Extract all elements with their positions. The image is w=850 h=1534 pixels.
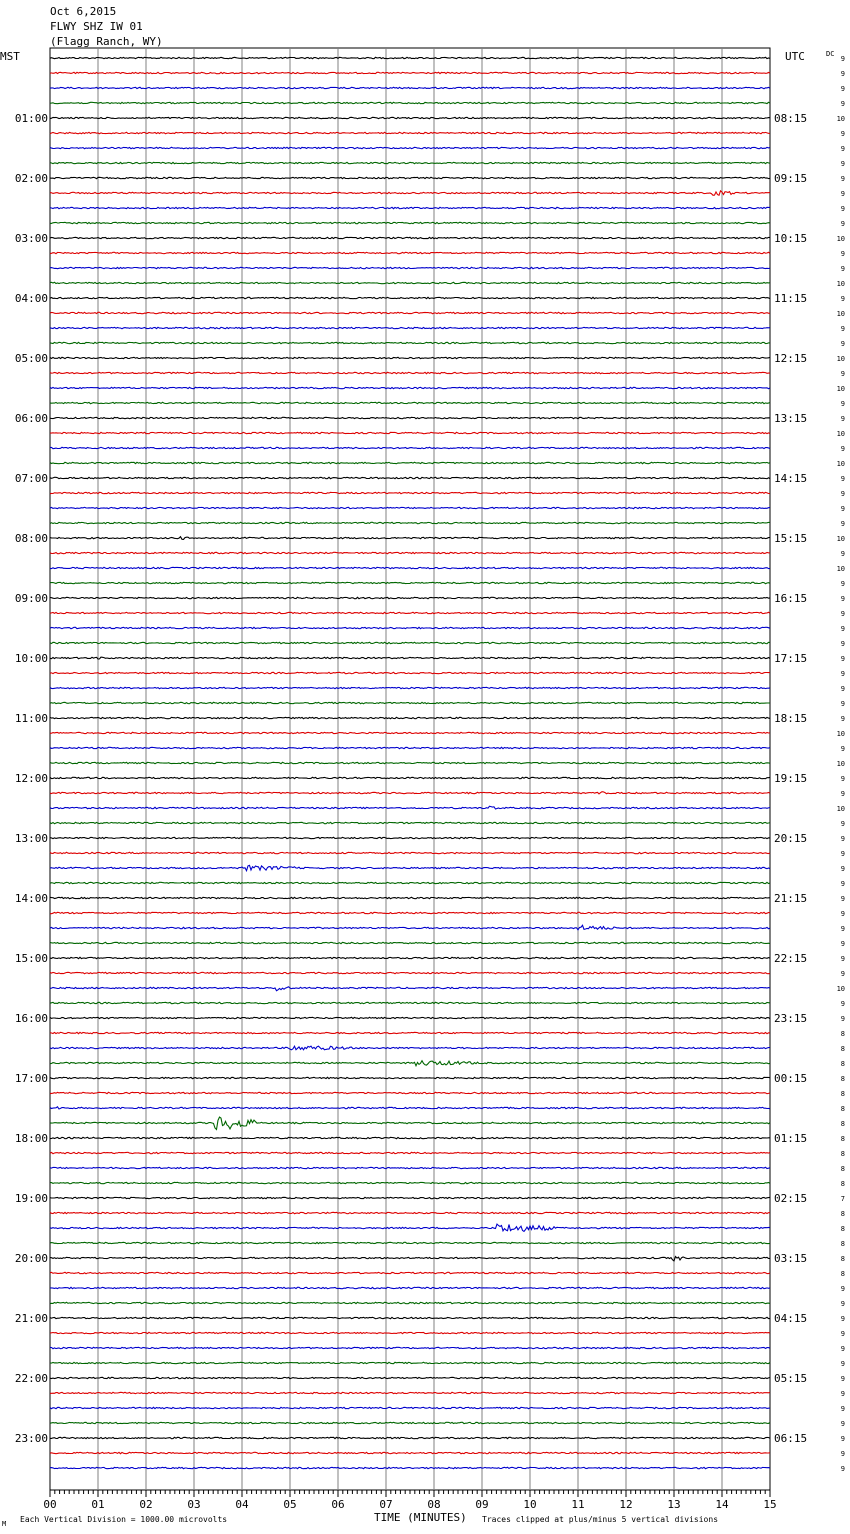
seismic-trace: [50, 837, 770, 838]
seismic-trace: [50, 1107, 770, 1109]
dc-offset-value: 9: [840, 865, 845, 873]
seismic-trace: [50, 897, 770, 898]
dc-offset-value: 8: [840, 1255, 845, 1263]
seismic-trace: [50, 1392, 770, 1393]
seismic-trace: [50, 1437, 770, 1438]
dc-offset-value: 9: [840, 85, 845, 93]
dc-offset-value: 10: [836, 760, 845, 768]
utc-hour-label: 02:15: [774, 1192, 808, 1205]
dc-offset-value: 9: [840, 670, 845, 678]
utc-hour-label: 13:15: [774, 412, 808, 425]
x-tick-label: 14: [715, 1498, 729, 1511]
dc-offset-value: 10: [836, 385, 845, 393]
dc-offset-value: 8: [840, 1225, 845, 1233]
dc-offset-value: 10: [836, 280, 845, 288]
x-tick-label: 05: [283, 1498, 297, 1511]
dc-offset-value: 9: [840, 880, 845, 888]
dc-offset-value: 10: [836, 985, 845, 993]
seismic-trace: [50, 1272, 770, 1273]
seismic-trace: [50, 1061, 770, 1066]
dc-offset-value: 9: [840, 70, 845, 78]
seismic-trace: [50, 852, 770, 853]
dc-offset-value: 9: [840, 220, 845, 228]
x-tick-label: 07: [379, 1498, 393, 1511]
seismic-trace: [50, 702, 770, 703]
seismic-trace: [50, 822, 770, 823]
seismic-trace: [50, 72, 770, 73]
dc-offset-value: 9: [840, 955, 845, 963]
seismic-trace: [50, 1224, 770, 1231]
seismic-trace: [50, 942, 770, 943]
seismic-trace: [50, 1302, 770, 1303]
seismic-trace: [50, 1117, 770, 1129]
dc-offset-value: 9: [840, 1345, 845, 1353]
dc-offset-value: 10: [836, 430, 845, 438]
dc-offset-value: 8: [840, 1210, 845, 1218]
seismic-trace: [50, 1046, 770, 1050]
seismic-trace: [50, 762, 770, 763]
dc-offset-value: 9: [840, 595, 845, 603]
dc-offset-value: 10: [836, 565, 845, 573]
mst-hour-label: 18:00: [14, 1132, 48, 1145]
seismic-trace: [50, 1257, 770, 1261]
seismic-trace: [50, 237, 770, 238]
utc-hour-label: 00:15: [774, 1072, 808, 1085]
mst-hour-label: 10:00: [14, 652, 48, 665]
mst-hour-label: 23:00: [14, 1432, 48, 1445]
seismic-trace: [50, 672, 770, 673]
dc-offset-value: 9: [840, 505, 845, 513]
utc-hour-label: 08:15: [774, 112, 808, 125]
utc-hour-label: 21:15: [774, 892, 808, 905]
mst-hour-label: 14:00: [14, 892, 48, 905]
seismic-trace: [50, 252, 770, 253]
scale-note: Each Vertical Division = 1000.00 microvolts: [20, 1515, 228, 1524]
utc-hour-label: 12:15: [774, 352, 808, 365]
dc-offset-value: 9: [840, 145, 845, 153]
seismic-trace: [50, 552, 770, 553]
mst-hour-label: 15:00: [14, 952, 48, 965]
mst-hour-label: 05:00: [14, 352, 48, 365]
seismic-trace: [50, 191, 770, 196]
seismic-trace: [50, 87, 770, 88]
dc-offset-value: 8: [840, 1120, 845, 1128]
mst-hour-label: 22:00: [14, 1372, 48, 1385]
utc-hour-label: 14:15: [774, 472, 808, 485]
dc-offset-value: 8: [840, 1075, 845, 1083]
x-axis-title: TIME (MINUTES): [374, 1511, 467, 1524]
mst-axis-title: MST: [0, 50, 20, 63]
utc-hour-label: 19:15: [774, 772, 808, 785]
utc-hour-label: 03:15: [774, 1252, 808, 1265]
seismic-trace: [50, 1197, 770, 1198]
seismic-trace: [50, 1032, 770, 1033]
x-tick-label: 09: [475, 1498, 489, 1511]
mst-hour-label: 03:00: [14, 232, 48, 245]
x-tick-label: 12: [619, 1498, 633, 1511]
seismic-trace: [50, 612, 770, 613]
dc-offset-value: 9: [840, 490, 845, 498]
seismic-trace: [50, 642, 770, 643]
seismic-trace: [50, 462, 770, 463]
seismic-trace: [50, 1077, 770, 1078]
dc-offset-value: 9: [840, 475, 845, 483]
dc-offset-value: 10: [836, 460, 845, 468]
mst-hour-label: 19:00: [14, 1192, 48, 1205]
dc-offset-value: 9: [840, 835, 845, 843]
seismic-trace: [50, 447, 770, 448]
dc-offset-value: 9: [840, 1360, 845, 1368]
dc-offset-value: 9: [840, 1300, 845, 1308]
seismic-trace: [50, 1362, 770, 1363]
dc-offset-value: 10: [836, 730, 845, 738]
utc-hour-label: 06:15: [774, 1432, 808, 1445]
dc-offset-value: 8: [840, 1270, 845, 1278]
dc-offset-value: 9: [840, 685, 845, 693]
x-tick-label: 04: [235, 1498, 249, 1511]
dc-offset-value: 8: [840, 1060, 845, 1068]
dc-offset-value: 9: [840, 160, 845, 168]
seismic-trace: [50, 207, 770, 209]
seismic-trace: [50, 507, 770, 508]
seismic-trace: [50, 162, 770, 163]
dc-offset-value: 9: [840, 250, 845, 258]
dc-offset-value: 9: [840, 1315, 845, 1323]
seismic-trace: [50, 1242, 770, 1243]
seismic-trace: [50, 567, 770, 568]
seismic-trace: [50, 987, 770, 991]
x-tick-label: 03: [187, 1498, 201, 1511]
dc-offset-value: 9: [840, 175, 845, 183]
seismic-trace: [50, 492, 770, 493]
dc-offset-value: 9: [840, 130, 845, 138]
utc-hour-label: 18:15: [774, 712, 808, 725]
seismic-trace: [50, 732, 770, 733]
dc-offset-value: 8: [840, 1105, 845, 1113]
seismic-trace: [50, 1467, 770, 1468]
dc-offset-value: 9: [840, 205, 845, 213]
seismic-trace: [50, 522, 770, 523]
x-tick-label: 01: [91, 1498, 105, 1511]
utc-hour-label: 20:15: [774, 832, 808, 845]
seismic-trace: [50, 865, 770, 870]
dc-offset-value: 8: [840, 1150, 845, 1158]
seismic-trace: [50, 357, 770, 358]
seismic-trace: [50, 342, 770, 343]
seismic-trace: [50, 147, 770, 148]
mst-hour-label: 12:00: [14, 772, 48, 785]
header-station: FLWY SHZ IW 01: [50, 20, 143, 33]
utc-hour-label: 05:15: [774, 1372, 808, 1385]
header-location: (Flagg Ranch, WY): [50, 35, 163, 48]
dc-offset-value: 10: [836, 805, 845, 813]
dc-offset-value: 9: [840, 1000, 845, 1008]
mst-hour-label: 11:00: [14, 712, 48, 725]
mst-hour-label: 01:00: [14, 112, 48, 125]
seismic-trace: [50, 372, 770, 373]
utc-hour-label: 09:15: [774, 172, 808, 185]
seismic-trace: [50, 925, 770, 930]
dc-offset-value: 9: [840, 745, 845, 753]
seismic-trace: [50, 417, 770, 418]
dc-offset-value: 9: [840, 295, 845, 303]
seismic-trace: [50, 1452, 770, 1453]
dc-offset-value: 9: [840, 550, 845, 558]
dc-offset-value: 9: [840, 1405, 845, 1413]
x-tick-label: 02: [139, 1498, 153, 1511]
seismic-trace: [50, 972, 770, 973]
seismic-trace: [50, 597, 770, 598]
seismic-trace: [50, 432, 770, 433]
mst-hour-label: 06:00: [14, 412, 48, 425]
seismic-trace: [50, 1317, 770, 1318]
dc-offset-value: 9: [840, 610, 845, 618]
seismic-trace: [50, 1017, 770, 1018]
seismic-trace: [50, 1152, 770, 1153]
seismic-trace: [50, 1137, 770, 1138]
x-tick-label: 00: [43, 1498, 57, 1511]
seismic-trace: [50, 327, 770, 328]
seismic-trace: [50, 957, 770, 958]
utc-hour-label: 16:15: [774, 592, 808, 605]
mst-hour-label: 16:00: [14, 1012, 48, 1025]
utc-hour-label: 22:15: [774, 952, 808, 965]
seismic-trace: [50, 1002, 770, 1003]
seismic-trace: [50, 627, 770, 628]
dc-offset-value: 9: [840, 625, 845, 633]
utc-hour-label: 04:15: [774, 1312, 808, 1325]
clip-note: Traces clipped at plus/minus 5 vertical divisions: [482, 1515, 719, 1524]
dc-offset-value: 9: [840, 400, 845, 408]
seismic-trace: [50, 132, 770, 133]
dc-offset-value: 10: [836, 535, 845, 543]
seismic-trace: [50, 747, 770, 748]
dc-offset-value: 9: [840, 940, 845, 948]
dc-offset-value: 9: [840, 1375, 845, 1383]
header-date: Oct 6,2015: [50, 5, 117, 18]
dc-offset-value: 9: [840, 340, 845, 348]
dc-offset-value: 9: [840, 1450, 845, 1458]
utc-hour-label: 23:15: [774, 1012, 808, 1025]
dc-offset-value: 9: [840, 1420, 845, 1428]
seismic-trace: [50, 387, 770, 388]
plot-frame: [50, 48, 770, 1490]
x-tick-label: 06: [331, 1498, 345, 1511]
seismic-trace: [50, 582, 770, 583]
seismic-trace: [50, 297, 770, 298]
dc-offset-value: 8: [840, 1135, 845, 1143]
footer-mark: M: [2, 1520, 7, 1528]
seismic-trace: [50, 282, 770, 283]
seismic-trace: [50, 792, 770, 794]
seismic-trace: [50, 537, 770, 540]
dc-offset-value: 8: [840, 1030, 845, 1038]
mst-hour-label: 20:00: [14, 1252, 48, 1265]
dc-offset-value: 9: [840, 520, 845, 528]
dc-offset-value: 8: [840, 1165, 845, 1173]
dc-offset-value: 9: [840, 910, 845, 918]
utc-hour-label: 11:15: [774, 292, 808, 305]
seismic-trace: [50, 882, 770, 883]
x-tick-label: 11: [571, 1498, 585, 1511]
seismic-trace: [50, 222, 770, 223]
mst-hour-label: 07:00: [14, 472, 48, 485]
seismic-trace: [50, 1287, 770, 1288]
dc-offset-value: 9: [840, 1435, 845, 1443]
seismic-trace: [50, 1422, 770, 1423]
dc-offset-value: 8: [840, 1045, 845, 1053]
seismic-trace: [50, 806, 770, 809]
dc-offset-value: 9: [840, 1465, 845, 1473]
dc-offset-value: 9: [840, 640, 845, 648]
seismic-trace: [50, 717, 770, 718]
dc-offset-value: 9: [840, 655, 845, 663]
seismic-trace: [50, 1377, 770, 1378]
dc-offset-value: 9: [840, 415, 845, 423]
dc-title: DC: [826, 50, 835, 58]
seismic-trace: [50, 102, 770, 103]
dc-offset-value: 9: [840, 370, 845, 378]
utc-hour-label: 10:15: [774, 232, 808, 245]
seismic-trace: [50, 267, 770, 268]
seismic-trace: [50, 1347, 770, 1348]
mst-hour-label: 08:00: [14, 532, 48, 545]
dc-offset-value: 9: [840, 850, 845, 858]
utc-hour-label: 17:15: [774, 652, 808, 665]
dc-offset-value: 8: [840, 1090, 845, 1098]
seismic-trace: [50, 477, 770, 478]
dc-offset-value: 9: [840, 1285, 845, 1293]
dc-offset-value: 10: [836, 310, 845, 318]
utc-hour-label: 01:15: [774, 1132, 808, 1145]
seismic-trace: [50, 657, 770, 659]
seismic-trace: [50, 312, 770, 313]
dc-offset-value: 10: [836, 235, 845, 243]
dc-offset-value: 10: [836, 115, 845, 123]
mst-hour-label: 13:00: [14, 832, 48, 845]
seismic-trace: [50, 117, 770, 118]
dc-offset-value: 9: [840, 445, 845, 453]
utc-hour-label: 15:15: [774, 532, 808, 545]
dc-offset-value: 9: [840, 715, 845, 723]
seismic-trace: [50, 1182, 770, 1183]
dc-offset-value: 9: [840, 970, 845, 978]
seismic-trace: [50, 177, 770, 178]
mst-hour-label: 02:00: [14, 172, 48, 185]
mst-hour-label: 21:00: [14, 1312, 48, 1325]
dc-offset-value: 9: [840, 1015, 845, 1023]
seismic-trace: [50, 687, 770, 688]
seismic-trace: [50, 57, 770, 58]
dc-offset-value: 9: [840, 1330, 845, 1338]
x-tick-label: 13: [667, 1498, 681, 1511]
dc-offset-value: 9: [840, 925, 845, 933]
dc-offset-value: 9: [840, 580, 845, 588]
dc-offset-value: 8: [840, 1240, 845, 1248]
dc-offset-value: 9: [840, 790, 845, 798]
seismic-trace: [50, 402, 770, 403]
utc-axis-title: UTC: [785, 50, 805, 63]
dc-offset-value: 8: [840, 1180, 845, 1188]
dc-offset-value: 9: [840, 820, 845, 828]
dc-offset-value: 9: [840, 55, 845, 63]
x-tick-label: 15: [763, 1498, 777, 1511]
mst-hour-label: 09:00: [14, 592, 48, 605]
seismic-trace: [50, 1212, 770, 1213]
seismic-trace: [50, 777, 770, 778]
dc-offset-value: 10: [836, 355, 845, 363]
dc-offset-value: 9: [840, 1390, 845, 1398]
seismic-trace: [50, 1167, 770, 1168]
dc-offset-value: 9: [840, 190, 845, 198]
seismic-trace: [50, 912, 770, 913]
dc-offset-value: 9: [840, 265, 845, 273]
seismic-trace: [50, 1332, 770, 1333]
dc-offset-value: 9: [840, 700, 845, 708]
x-tick-label: 08: [427, 1498, 441, 1511]
seismic-trace: [50, 1092, 770, 1093]
x-tick-label: 10: [523, 1498, 537, 1511]
dc-offset-value: 9: [840, 325, 845, 333]
dc-offset-value: 9: [840, 100, 845, 108]
mst-hour-label: 17:00: [14, 1072, 48, 1085]
mst-hour-label: 04:00: [14, 292, 48, 305]
dc-offset-value: 9: [840, 775, 845, 783]
seismic-trace: [50, 1407, 770, 1408]
dc-offset-value: 7: [840, 1195, 845, 1203]
dc-offset-value: 9: [840, 895, 845, 903]
